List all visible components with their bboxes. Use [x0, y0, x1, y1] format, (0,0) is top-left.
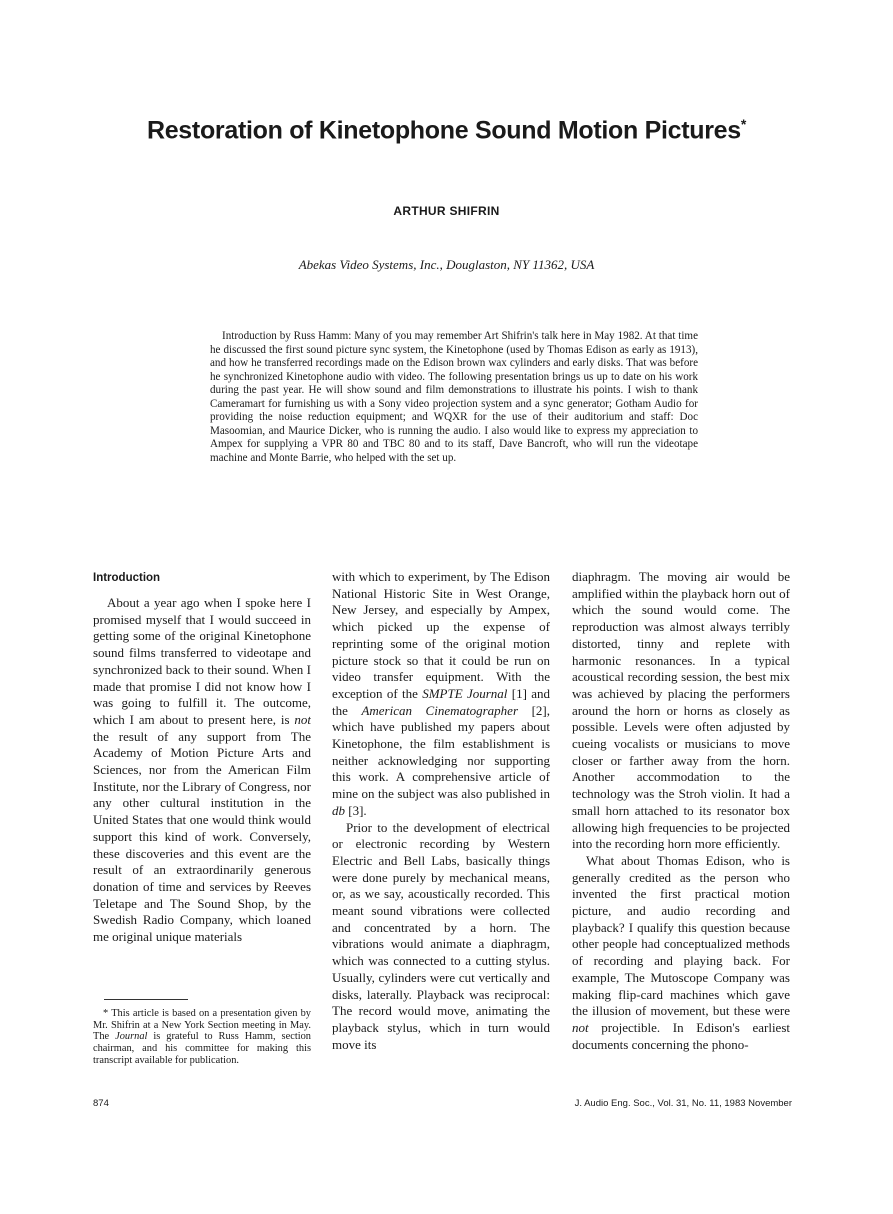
journal-reference: J. Audio Eng. Soc., Vol. 31, No. 11, 1983 November	[574, 1098, 792, 1109]
footnote: * This article is based on a presentation given by Mr. Shifrin at a New York Section meeting in May. The Journal is grateful to Russ Hamm, section chairman, and his committee for making this transcript available for publication.	[93, 1008, 311, 1066]
page-number: 874	[93, 1098, 109, 1109]
body-paragraph: About a year ago when I spoke here I promised myself that I would succeed in getting some of the original Kinetophone sound films transferred to videotape and synchronized back to their sound. When I made that promise I did not know how I was going to fulfill it. The outcome, which I am about to present here, is not the result of any support from The Academy of Motion Picture Arts and Sciences, nor from the American Film Institute, nor the Library of Congress, nor any other cultural institution in the United States that one would think would support this kind of work. Conversely, these discoveries and this event are the result of an extraordinarily generous donation of time and services by Reeves Teletape and The Sound Shop, by the Swedish Radio Company, which loaned me original unique materials	[93, 595, 311, 945]
body-paragraph: What about Thomas Edison, who is generally credited as the person who invented the first practical motion picture, and audio recording and playback? I qualify this question because other people had conceptualized methods of recording and playing back. For example, The Mutoscope Company was making flip-card machines which gave the illusion of movement, but these were not projectible. In Edison's earliest documents concerning the phono-	[572, 852, 790, 1052]
footnote-divider	[104, 999, 188, 1000]
author-affiliation: Abekas Video Systems, Inc., Douglaston, NY 11362, USA	[298, 257, 595, 272]
body-paragraph: Prior to the development of electrical or electronic recording by Western Electric and Bell Labs, basically things were done purely by mechanical means, or, as we say, acoustically recorded. This meant sound vibrations were collected and concentrated by a horn. The vibrations would animate a diaphragm, which was connected to a cutting stylus. Usually, cylinders were cut vertically and disks, laterally. Playback was reciprocal: The record would move, animating the playback stylus, which in turn would move its	[332, 819, 550, 1052]
body-column-2	[332, 569, 550, 1069]
article-title-text: Restoration of Kinetophone Sound Motion Pictures	[146, 116, 741, 145]
author-name: ARTHUR SHIFRIN	[393, 204, 500, 218]
body-paragraph: diaphragm. The moving air would be amplified within the playback horn out of which the sound would come. The reproduction was almost always terribly distorted, tinny and replete with harmonic resonances. In a typical acoustical recording session, the best mix was achieved by placing the performers around the horn or horns as closely as possible. Levels were often adjusted by cueing vocalists or musicians to move closer or farther away from the horn. Another accommodation to the technology was the Stroh violin. It had a small horn attached to its resonator box allowing high frequencies to be projected into the recording horn more efficiently.	[572, 569, 790, 852]
body-column-1	[93, 570, 311, 990]
title-footnote-marker: *	[740, 116, 747, 132]
body-paragraph: with which to experiment, by The Edison National Historic Site in West Orange, New Jersey, and especially by Ampex, which picked up the expense of reprinting some of the original motion picture stock so that it could be run on video transfer equipment. With the exception of the SMPTE Journal [1] and the American Cinematographer [2], which have published my papers about Kinetophone, the film establishment is neither acknowledging nor supporting this work. A comprehensive article of mine on the subject was also published in db [3].	[332, 569, 550, 818]
section-heading: Introduction	[93, 572, 161, 584]
introduction-note: Introduction by Russ Hamm: Many of you may remember Art Shifrin's talk here in May 1982. At that time he discussed the first sound picture sync system, the Kinetophone (used by Thomas Edison as early as 1913), and how he transferred recordings made on the Edison brown wax cylinders and early disks. That was before he synchronized Kinetophone audio with video. The following presentation brings us up to date on his work during the past year. He will show sound and film demonstrations to illustrate his points. I wish to thank Cameramart for furnishing us with a Sony video projection system and a sync generator; Gotham Audio for providing the noise reduction equipment; and WQXR for the use of their auditorium and staff: Doc Masoomian, and Maurice Dicker, who is running the audio. I also would like to express my appreciation to Ampex for supplying a VPR 80 and TBC 80 and to its staff, Dave Bancroft, who will run the videotape machine and Monte Barrie, who helped with the set up.	[210, 330, 698, 464]
article-title	[60, 116, 833, 145]
body-column-3	[572, 569, 790, 1069]
